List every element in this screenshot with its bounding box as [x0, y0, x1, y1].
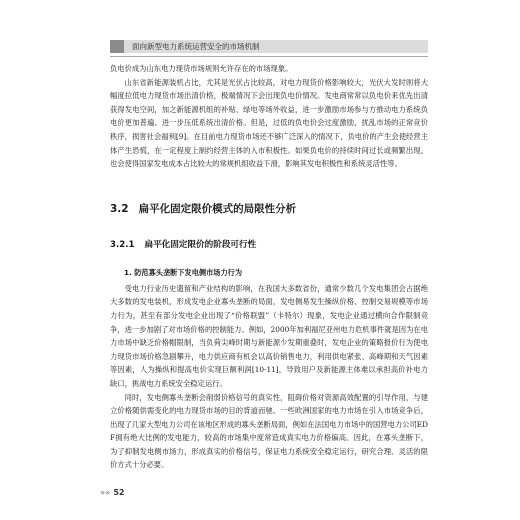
subsection-number: 3.2.1	[110, 239, 135, 250]
paragraph-3: 受电力行业历史遗留和产业结构的影响，在我国大多数省份，通常少数几个发电集团会占据绝大多数的发电装机，形成发电企业寡头垄断的局面，发电侧易发生操纵价格、控制交易规模等市场力行为，甚至有部分发电企业出现了“价格联盟”（卡特尔）现象，发电企业通过横向合作限制竞争，进一步加剧了对市场价格的控制能力。例如，2000年加利福尼亚州电力危机事件就是因为在电力市场中缺乏价格帽限制，当负荷尖峰时期与新能源少发期重叠时，发电企业的策略报价行为使电力现货市场价格急剧攀升，电力供应商有机会以高价销售电力，利用供电紧张、高峰期和天气因素等因素，人为操纵和提高电价实现巨额利润[10-11]，导致用户及新能源主体难以承担高价补电力缺口，挑战电力系统安全稳定运行。	[110, 283, 428, 388]
section-number: 3.2	[110, 202, 129, 215]
running-header-tab	[110, 40, 124, 53]
header-rule	[110, 56, 428, 57]
page-footer	[100, 488, 124, 502]
running-header-title: 面向新型电力系统运营安全的市场机制	[132, 42, 260, 51]
section-title: 扁平化固定限价模式的局限性分析	[138, 202, 297, 215]
section-heading	[110, 201, 428, 216]
text-column	[110, 62, 428, 472]
page-number: 52	[113, 488, 125, 497]
paragraph-1: 负电价成为山东电力现货市场规则允许存在的市场现象。	[110, 64, 293, 73]
subsection-title: 扁平化固定限价的阶段可行性	[144, 239, 257, 250]
double-chevron-icon: »»	[100, 488, 111, 497]
paragraph-4: 同时，发电侧寡头垄断会削弱价格信号的真实性，阻碍价格对资源高效配置的引导作用，与建立价格随供需变化的电力现货市场的目的背道而驰。一些欧洲国家的电力市场在引入市场竞争后，出现了几家大型电力公司在该地区形成的寡头垄断局面，例如在法国电力市场中的国营电力公司EDF拥有绝大比例的发电能力，较高的市场集中度常造成真实电力价格偏高。因此，在寡头垄断下，为了抑制发电侧市场力，形成真实的价格信号，保证电力系统安全稳定运行，研究合理、灵活的限价方式十分必要。	[110, 392, 428, 470]
item-heading: 1. 防范寡头垄断下发电侧市场力行为	[124, 267, 243, 277]
subsection-heading	[110, 238, 428, 250]
paragraph-2: 山东省新能源装机占比，尤其是光伏占比较高，对电力现货价格影响较大，光伏大发时则将大幅度拉低电力现货市场出清价格，极端情况下会出现负电价情况。发电商常常以负电价来优先出清获得发电空间，加之新能源机组的补贴、绿电等场外收益，进一步激励市场参与方推动电力系统负电价更加普遍、进一步压低系统出清价格。但是，过低的负电价会过度激励，扰乱市场的正常竞价秩序，损害社会福利[9]。在目前电力现货市场还不够广泛深入的情况下，负电价的产生会使经营主体产生恐慌，在一定程度上制约经营主体的入市积极性。如果负电价的持续时间过长或频繁出现，也会使得国家发电成本占比较大的常规机组收益下滑，影响其发电积极性和系统灵活性等。	[110, 77, 428, 169]
